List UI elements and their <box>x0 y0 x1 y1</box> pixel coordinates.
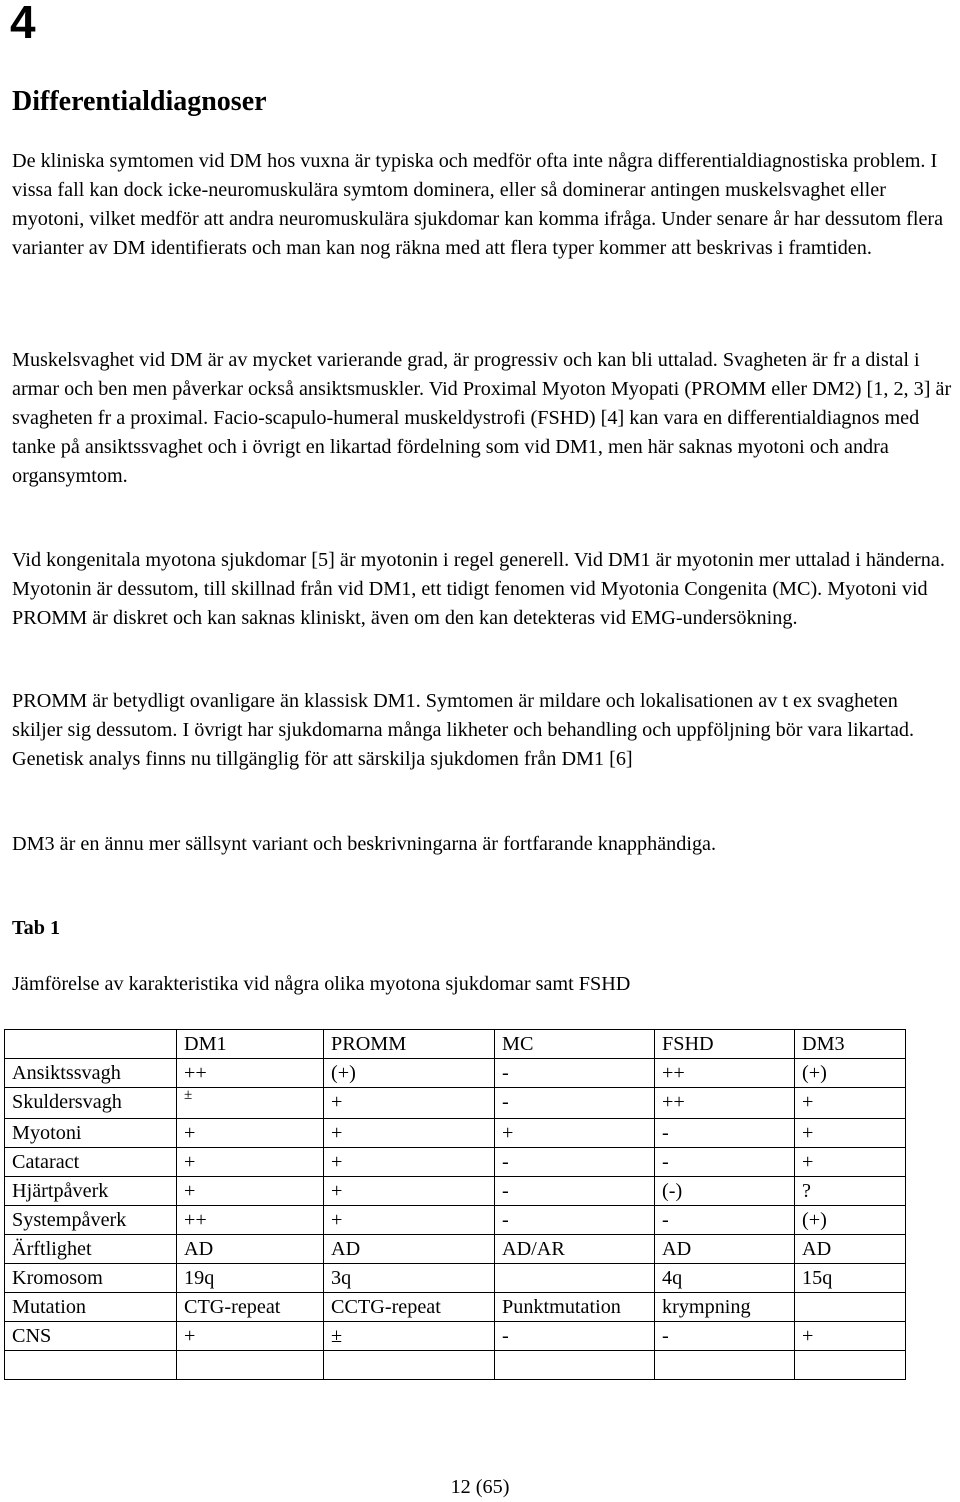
table-cell: + <box>324 1206 495 1235</box>
table-cell: ++ <box>655 1088 795 1119</box>
table-cell <box>177 1088 324 1119</box>
row-label: Ansiktssvagh <box>5 1059 177 1088</box>
row-label: Systempåverk <box>5 1206 177 1235</box>
table-cell: Punktmutation <box>495 1293 655 1322</box>
table-cell: + <box>324 1148 495 1177</box>
table-cell: AD/AR <box>495 1235 655 1264</box>
header-cell-dm1: DM1 <box>177 1030 324 1059</box>
chapter-number: 4 <box>10 0 36 48</box>
table-cell <box>795 1293 906 1322</box>
table-cell: 3q <box>324 1264 495 1293</box>
table-row <box>5 1148 906 1177</box>
table-cell: - <box>495 1148 655 1177</box>
table-cell: - <box>495 1177 655 1206</box>
table-cell: AD <box>177 1235 324 1264</box>
table-row <box>5 1293 906 1322</box>
table-row <box>5 1177 906 1206</box>
table-cell: AD <box>324 1235 495 1264</box>
table-caption: Jämförelse av karakteristika vid några olika myotona sjukdomar samt FSHD <box>12 973 631 995</box>
table-cell: (+) <box>795 1206 906 1235</box>
header-cell-empty <box>5 1030 177 1059</box>
table-cell: 4q <box>655 1264 795 1293</box>
table-cell: (+) <box>795 1059 906 1088</box>
row-label <box>5 1351 177 1380</box>
table-cell <box>495 1264 655 1293</box>
table-cell: + <box>177 1177 324 1206</box>
table-cell: - <box>655 1322 795 1351</box>
table-cell: - <box>495 1206 655 1235</box>
table-cell <box>655 1351 795 1380</box>
table-cell: + <box>177 1322 324 1351</box>
table-cell: - <box>655 1119 795 1148</box>
table-cell: CCTG-repeat <box>324 1293 495 1322</box>
table-cell: ++ <box>177 1059 324 1088</box>
header-cell-promm: PROMM <box>324 1030 495 1059</box>
table-cell: + <box>495 1119 655 1148</box>
header-cell-dm3: DM3 <box>795 1030 906 1059</box>
table-row-empty <box>5 1351 906 1380</box>
table-row <box>5 1322 906 1351</box>
table-row <box>5 1264 906 1293</box>
table-cell: + <box>177 1119 324 1148</box>
table-cell: + <box>795 1322 906 1351</box>
table-cell: + <box>795 1119 906 1148</box>
table-cell: 19q <box>177 1264 324 1293</box>
table-cell <box>795 1351 906 1380</box>
row-label: Cataract <box>5 1148 177 1177</box>
table-cell: 15q <box>795 1264 906 1293</box>
paragraph-muscle-weakness: Muskelsvaghet vid DM är av mycket varierande grad, är progressiv och kan bli uttalad. Svagheten är fr a distal i armar och ben men påverkar också ansiktsmuskler. Vid Proximal Myoton Myopati (PROMM eller DM2) [1, 2, 3] är svagheten fr a proximal. Facio-scapulo-humeral muskeldystrofi (FSHD) [4] kan vara en differentialdiagnos med tanke på ansiktssvaghet och i övrigt en likartad fördelning som vid DM1, men här saknas myotoni och andra organsymtom. <box>12 349 952 487</box>
row-label: Myotoni <box>5 1119 177 1148</box>
comparison-table <box>4 1029 906 1380</box>
table-header-row <box>5 1030 906 1059</box>
paragraph-promm: PROMM är betydligt ovanligare än klassisk DM1. Symtomen är mildare och lokalisationen av t ex svagheten skiljer sig dessutom. I övrigt har sjukdomarna många likheter och behandling och uppföljning bör vara likartad. Genetisk analys finns nu tillgänglig för att särskilja sjukdomen från DM1 [6] <box>12 690 915 770</box>
table-cell: + <box>795 1088 906 1119</box>
table-cell: (+) <box>324 1059 495 1088</box>
table-row <box>5 1206 906 1235</box>
row-label: Hjärtpåverk <box>5 1177 177 1206</box>
table-row <box>5 1059 906 1088</box>
table-row <box>5 1119 906 1148</box>
table-cell: AD <box>655 1235 795 1264</box>
table-cell: - <box>495 1088 655 1119</box>
table-cell: ++ <box>655 1059 795 1088</box>
table-row <box>5 1088 906 1119</box>
table-cell: - <box>495 1059 655 1088</box>
table-cell: ++ <box>177 1206 324 1235</box>
paragraph-dm3: DM3 är en ännu mer sällsynt variant och beskrivningarna är fortfarande knapphändiga. <box>12 833 717 855</box>
table-label: Tab 1 <box>12 917 61 939</box>
table-cell <box>324 1351 495 1380</box>
row-label: Kromosom <box>5 1264 177 1293</box>
table-cell: - <box>495 1322 655 1351</box>
table-cell <box>495 1351 655 1380</box>
table-cell: (-) <box>655 1177 795 1206</box>
table-cell: krympning <box>655 1293 795 1322</box>
table-cell <box>177 1351 324 1380</box>
table-row <box>5 1235 906 1264</box>
table-cell: - <box>655 1206 795 1235</box>
chapter-title: Differentialdiagnoser <box>12 86 267 117</box>
row-label: Skuldersvagh <box>5 1088 177 1119</box>
table-cell: + <box>324 1177 495 1206</box>
header-cell-mc: MC <box>495 1030 655 1059</box>
table-cell: - <box>655 1148 795 1177</box>
table-cell: + <box>324 1088 495 1119</box>
table-cell: + <box>177 1148 324 1177</box>
row-label: CNS <box>5 1322 177 1351</box>
table-cell: ? <box>795 1177 906 1206</box>
table-cell: ± <box>324 1322 495 1351</box>
page-number: 12 (65) <box>450 1476 510 1498</box>
table-cell: CTG-repeat <box>177 1293 324 1322</box>
paragraph-myotonia: Vid kongenitala myotona sjukdomar [5] är myotonin i regel generell. Vid DM1 är myotonin mer uttalad i händerna. Myotonin är dessutom, till skillnad från vid DM1, ett tidigt fenomen vid Myotonia Congenita (MC). Myotoni vid PROMM är diskret och kan saknas kliniskt, även om den kan detekteras vid EMG-undersökning. <box>12 549 945 629</box>
row-label: Mutation <box>5 1293 177 1322</box>
table-cell: + <box>324 1119 495 1148</box>
table-cell: AD <box>795 1235 906 1264</box>
row-label: Ärftlighet <box>5 1235 177 1264</box>
plus-minus-symbol: ± <box>184 1087 193 1103</box>
header-cell-fshd: FSHD <box>655 1030 795 1059</box>
paragraph-intro: De kliniska symtomen vid DM hos vuxna är typiska och medför ofta inte några differentialdiagnostiska problem. I vissa fall kan dock icke-neuromuskulära symtom dominera, eller så dominerar antingen muskelsvaghet eller myotoni, vilket medför att andra neuromuskulära sjukdomar kan komma ifråga. Under senare år har dessutom flera varianter av DM identifierats och man kan nog räkna med att flera typer kommer att beskrivas i framtiden. <box>12 150 944 259</box>
table-cell: + <box>795 1148 906 1177</box>
